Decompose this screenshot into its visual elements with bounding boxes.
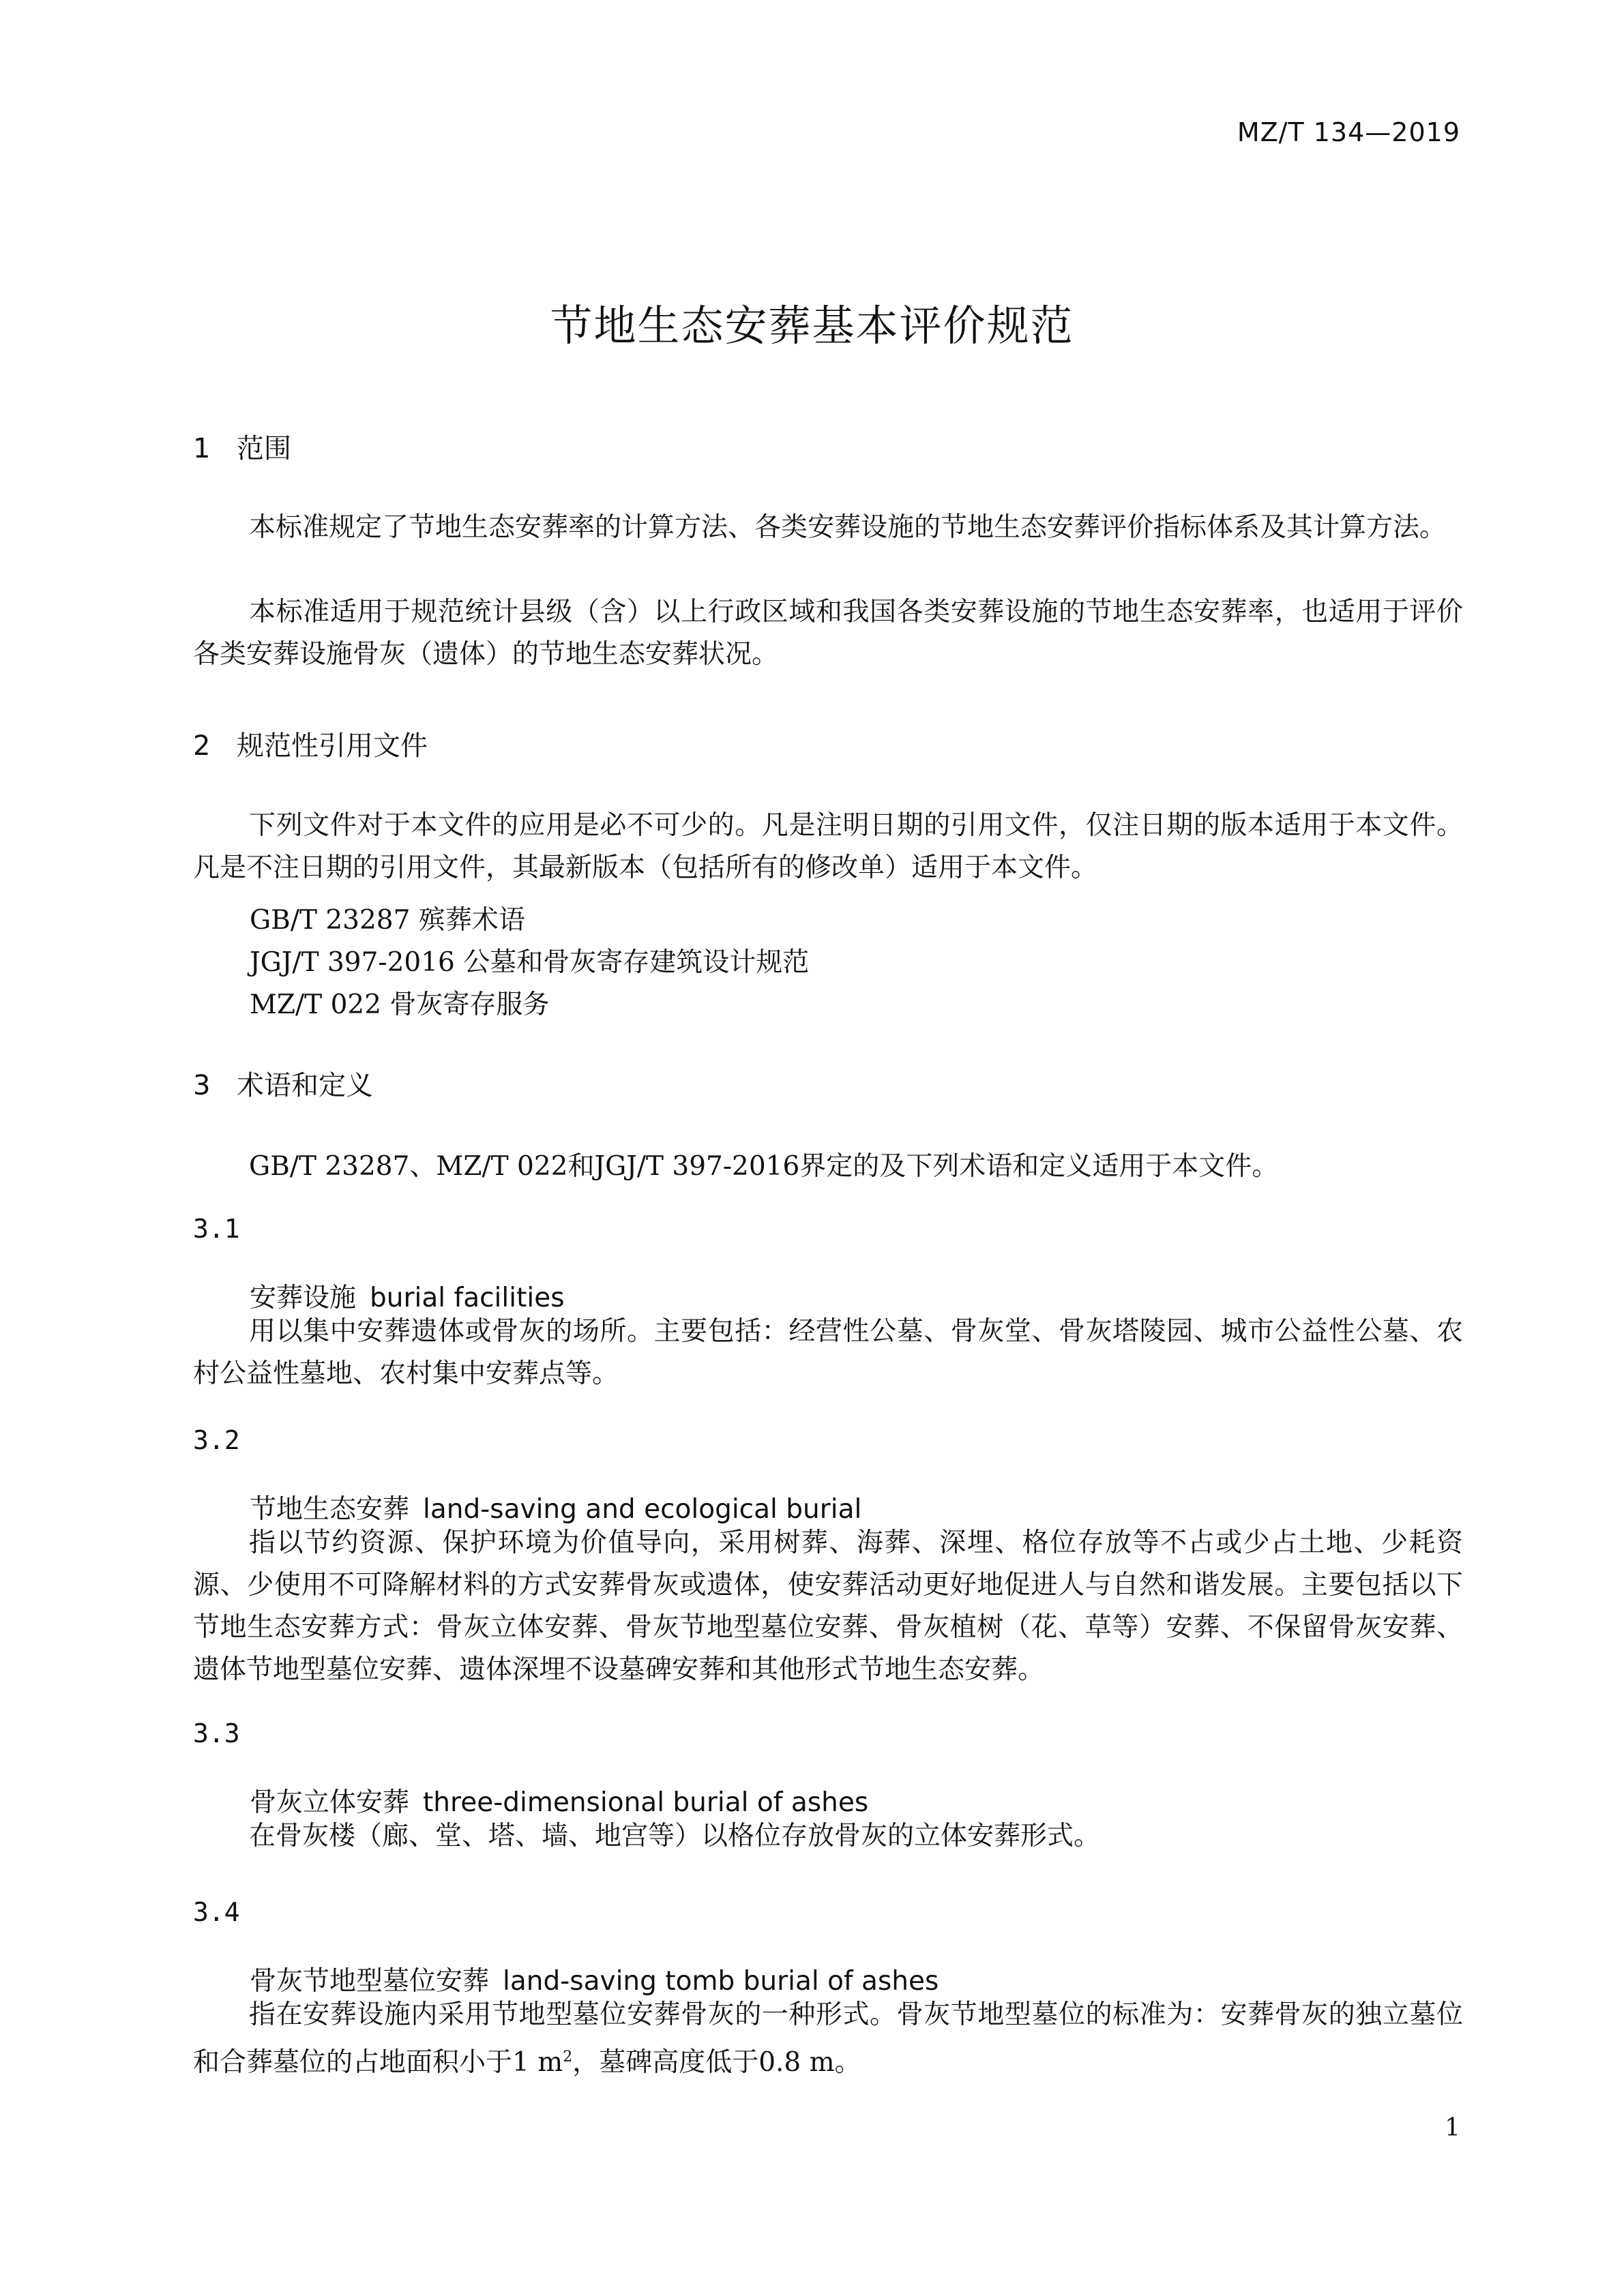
term-heading	[250, 1277, 565, 1315]
term-definition: 指以节约资源、保护环境为价值导向，采用树葬、海葬、深埋、格位存放等不占或少占土地、少耗资源、少使用不可降解材料的方式安葬骨灰或遗体，使安葬活动更好地促进人与自然和谐发展。主要包括以下节地生态安葬方式：骨灰立体安葬、骨灰节地型墓位安葬、骨灰植树（花、草等）安葬、不保留骨灰安葬、遗体节地型墓位安葬、遗体深埋不设墓碑安葬和其他形式节地生态安葬。	[193, 1527, 1463, 1685]
normative-reference: MZ/T 022 骨灰寄存服务	[250, 989, 550, 1020]
clause-number: 3.2	[193, 1425, 240, 1455]
term-heading	[250, 1781, 868, 1819]
paragraph: 本标准适用于规范统计县级（含）以上行政区域和我国各类安葬设施的节地生态安葬率，也适用于评价各类安葬设施骨灰（遗体）的节地生态安葬状况。	[193, 597, 1463, 670]
normative-reference: JGJ/T 397-2016 公墓和骨灰寄存建筑设计规范	[250, 947, 810, 978]
term-definition	[193, 1994, 1463, 2084]
paragraph: 下列文件对于本文件的应用是必不可少的。凡是注明日期的引用文件，仅注日期的版本适用于本文件。凡是不注日期的引用文件，其最新版本（包括所有的修改单）适用于本文件。	[193, 810, 1463, 883]
paragraph: GB/T 23287、MZ/T 022和JGJ/T 397-2016界定的及下列术语和定义适用于本文件。	[249, 1151, 1279, 1182]
term-zh: 骨灰节地型墓位安葬	[250, 1966, 490, 1997]
normative-reference: GB/T 23287 殡葬术语	[250, 905, 525, 936]
term-en: land-saving and ecological burial	[423, 1494, 862, 1525]
term-zh: 节地生态安葬	[250, 1494, 410, 1525]
section-title: 范围	[237, 433, 291, 464]
term-en: burial facilities	[370, 1283, 565, 1313]
section-1-heading	[193, 427, 291, 466]
term-heading	[250, 1960, 939, 1998]
page-number: 1	[1445, 2114, 1460, 2142]
term-en: land-saving tomb burial of ashes	[503, 1966, 939, 1997]
standard-code: MZ/T 134—2019	[1237, 117, 1460, 147]
section-3-heading	[193, 1064, 373, 1103]
section-number: 3	[193, 1070, 211, 1101]
clause-number: 3.1	[193, 1214, 240, 1244]
term-definition: 用以集中安葬遗体或骨灰的场所。主要包括：经营性公墓、骨灰堂、骨灰塔陵园、城市公益性公墓、农村公益性墓地、农村集中安葬点等。	[193, 1316, 1463, 1389]
term-heading	[250, 1488, 861, 1526]
section-number: 2	[193, 730, 211, 762]
section-title: 术语和定义	[237, 1070, 373, 1101]
superscript: 2	[563, 2048, 573, 2066]
term-zh: 安葬设施	[250, 1283, 357, 1313]
section-title: 规范性引用文件	[237, 730, 428, 762]
term-en: three-dimensional burial of ashes	[423, 1787, 869, 1818]
clause-number: 3.4	[193, 1897, 240, 1927]
term-definition-text: ，墓碑高度低于0.8 m。	[572, 2047, 861, 2078]
section-number: 1	[193, 433, 211, 464]
document-title: 节地生态安葬基本评价规范	[550, 301, 1074, 351]
paragraph: 本标准规定了节地生态安葬率的计算方法、各类安葬设施的节地生态安葬评价指标体系及其计算方法。	[249, 512, 1447, 543]
term-definition-text: 指在安葬设施内采用节地型墓位安葬骨灰的一种形式。骨灰节地型墓位的标准为：安葬骨灰的独立墓位和合葬墓位的占地面积小于1 m	[193, 1999, 1463, 2078]
term-definition: 在骨灰楼（廊、堂、塔、墙、地宫等）以格位存放骨灰的立体安葬形式。	[249, 1821, 1101, 1851]
clause-number: 3.3	[193, 1718, 240, 1748]
term-zh: 骨灰立体安葬	[250, 1787, 410, 1818]
section-2-heading	[193, 724, 428, 763]
